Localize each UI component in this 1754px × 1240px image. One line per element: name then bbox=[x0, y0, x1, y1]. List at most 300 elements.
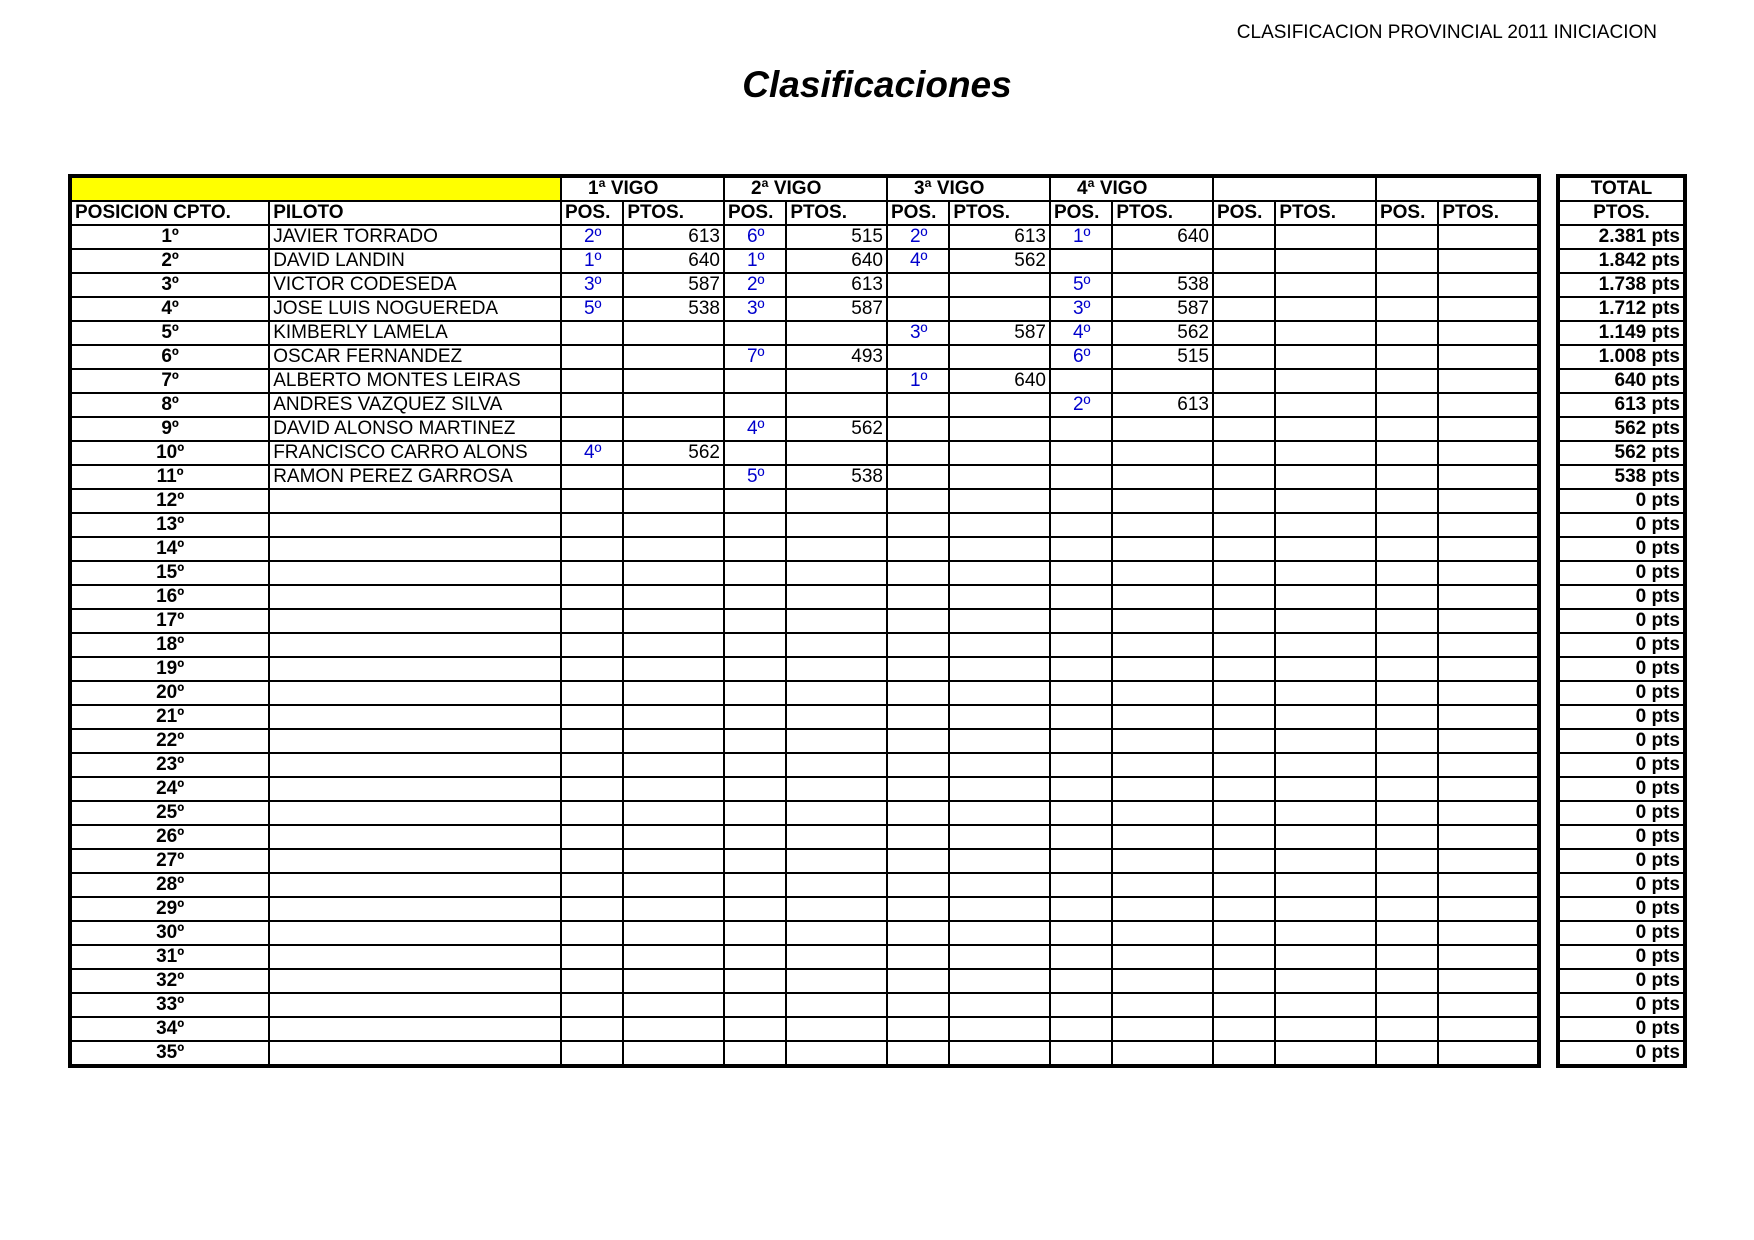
race-position-cell bbox=[561, 921, 623, 945]
race-position-cell bbox=[1376, 465, 1438, 489]
total-points-cell: 0 pts bbox=[1558, 585, 1685, 609]
rank-cell: 16º bbox=[70, 585, 269, 609]
race-header-row bbox=[70, 176, 1539, 201]
total-points-cell: 0 pts bbox=[1558, 969, 1685, 993]
race-position-cell bbox=[1213, 417, 1275, 441]
race-position-cell bbox=[1050, 825, 1112, 849]
race-points-cell bbox=[949, 993, 1050, 1017]
race-points-cell bbox=[949, 801, 1050, 825]
total-row bbox=[1558, 609, 1685, 633]
race-points-cell bbox=[1275, 273, 1376, 297]
race-position-cell: 1º bbox=[887, 369, 949, 393]
race-position-cell bbox=[1213, 561, 1275, 585]
total-points-cell: 538 pts bbox=[1558, 465, 1685, 489]
race-points-cell bbox=[786, 369, 887, 393]
race-header-5 bbox=[1213, 176, 1376, 201]
race-points-cell bbox=[623, 585, 724, 609]
race-points-cell bbox=[786, 945, 887, 969]
race-points-cell bbox=[1275, 225, 1376, 249]
pilot-cell bbox=[269, 753, 561, 777]
race-position-cell bbox=[887, 1041, 949, 1066]
race-points-cell bbox=[949, 393, 1050, 417]
race-points-cell bbox=[1275, 297, 1376, 321]
total-points-cell: 0 pts bbox=[1558, 537, 1685, 561]
race-points-cell bbox=[623, 561, 724, 585]
race-position-cell bbox=[561, 897, 623, 921]
race-position-cell bbox=[724, 513, 786, 537]
total-points-cell: 1.008 pts bbox=[1558, 345, 1685, 369]
table-row bbox=[70, 969, 1539, 993]
race-position-cell bbox=[1376, 561, 1438, 585]
pilot-cell bbox=[269, 1041, 561, 1066]
race-points-cell bbox=[1275, 465, 1376, 489]
total-row bbox=[1558, 441, 1685, 465]
race-position-cell bbox=[887, 1017, 949, 1041]
rank-cell: 19º bbox=[70, 657, 269, 681]
total-points-cell: 0 pts bbox=[1558, 513, 1685, 537]
race-position-cell bbox=[1050, 537, 1112, 561]
race-points-cell bbox=[1438, 969, 1539, 993]
table-row bbox=[70, 369, 1539, 393]
race-points-cell bbox=[1275, 1017, 1376, 1041]
race-position-cell bbox=[887, 633, 949, 657]
race-points-cell bbox=[623, 657, 724, 681]
race-points-cell bbox=[1438, 705, 1539, 729]
total-points-cell: 0 pts bbox=[1558, 849, 1685, 873]
race-points-cell bbox=[1112, 873, 1213, 897]
race-position-cell bbox=[1376, 297, 1438, 321]
race-points-cell bbox=[623, 417, 724, 441]
race-points-cell bbox=[623, 705, 724, 729]
race-points-cell bbox=[1275, 897, 1376, 921]
race-points-cell bbox=[623, 1041, 724, 1066]
race-position-cell: 4º bbox=[724, 417, 786, 441]
race-points-cell bbox=[786, 777, 887, 801]
pilot-cell bbox=[269, 489, 561, 513]
total-row bbox=[1558, 633, 1685, 657]
race-points-cell bbox=[1438, 369, 1539, 393]
race-points-cell bbox=[623, 345, 724, 369]
race-points-cell bbox=[1275, 321, 1376, 345]
race-points-cell bbox=[623, 729, 724, 753]
race-points-cell bbox=[623, 777, 724, 801]
race-points-cell bbox=[1275, 777, 1376, 801]
race-points-cell: 562 bbox=[786, 417, 887, 441]
race-position-cell bbox=[724, 897, 786, 921]
race-position-cell bbox=[1050, 801, 1112, 825]
total-points-cell: 0 pts bbox=[1558, 681, 1685, 705]
race-position-cell bbox=[1213, 321, 1275, 345]
table-row bbox=[70, 465, 1539, 489]
race-points-cell bbox=[1438, 489, 1539, 513]
race-points-cell bbox=[1438, 633, 1539, 657]
race-points-cell bbox=[786, 441, 887, 465]
race-points-cell bbox=[1438, 921, 1539, 945]
ptos-header: PTOS. bbox=[1112, 201, 1213, 225]
race-points-cell bbox=[786, 609, 887, 633]
race-points-cell bbox=[1438, 801, 1539, 825]
race-points-cell bbox=[949, 489, 1050, 513]
race-position-cell bbox=[724, 849, 786, 873]
race-points-cell bbox=[623, 681, 724, 705]
total-row bbox=[1558, 897, 1685, 921]
race-position-cell bbox=[1050, 705, 1112, 729]
race-points-cell bbox=[1112, 801, 1213, 825]
race-points-cell bbox=[1112, 465, 1213, 489]
table-row bbox=[70, 897, 1539, 921]
rank-cell: 18º bbox=[70, 633, 269, 657]
race-points-cell bbox=[1275, 825, 1376, 849]
race-points-cell bbox=[1275, 249, 1376, 273]
race-position-cell bbox=[1376, 729, 1438, 753]
race-position-cell bbox=[1213, 393, 1275, 417]
race-position-cell bbox=[887, 705, 949, 729]
race-position-cell bbox=[1050, 465, 1112, 489]
race-position-cell bbox=[561, 993, 623, 1017]
race-points-cell bbox=[949, 345, 1050, 369]
race-position-cell bbox=[887, 897, 949, 921]
race-points-cell bbox=[1438, 537, 1539, 561]
total-row bbox=[1558, 945, 1685, 969]
race-position-cell bbox=[1376, 609, 1438, 633]
race-position-cell bbox=[1213, 969, 1275, 993]
race-position-cell bbox=[1213, 993, 1275, 1017]
race-points-cell bbox=[1438, 561, 1539, 585]
race-points-cell bbox=[786, 321, 887, 345]
total-points-cell: 640 pts bbox=[1558, 369, 1685, 393]
total-points-cell: 1.712 pts bbox=[1558, 297, 1685, 321]
race-position-cell bbox=[887, 417, 949, 441]
race-points-cell: 613 bbox=[1112, 393, 1213, 417]
table-row bbox=[70, 753, 1539, 777]
race-points-cell bbox=[786, 585, 887, 609]
race-points-cell bbox=[1112, 897, 1213, 921]
position-header: POSICION CPTO. bbox=[70, 201, 269, 225]
table-row bbox=[70, 1041, 1539, 1066]
race-position-cell bbox=[1213, 1017, 1275, 1041]
race-points-cell bbox=[1275, 369, 1376, 393]
race-position-cell bbox=[561, 705, 623, 729]
race-position-cell bbox=[724, 945, 786, 969]
race-position-cell bbox=[1050, 873, 1112, 897]
race-position-cell bbox=[1376, 249, 1438, 273]
race-position-cell bbox=[1213, 489, 1275, 513]
race-points-cell bbox=[1438, 609, 1539, 633]
race-points-cell bbox=[1275, 441, 1376, 465]
pilot-cell: JAVIER TORRADO bbox=[269, 225, 561, 249]
total-points-cell: 0 pts bbox=[1558, 753, 1685, 777]
race-position-cell: 4º bbox=[887, 249, 949, 273]
total-points-cell: 0 pts bbox=[1558, 993, 1685, 1017]
race-position-cell bbox=[887, 873, 949, 897]
race-position-cell bbox=[724, 537, 786, 561]
race-points-cell bbox=[949, 1017, 1050, 1041]
race-points-cell: 515 bbox=[786, 225, 887, 249]
pilot-cell: RAMON PEREZ GARROSA bbox=[269, 465, 561, 489]
race-points-cell: 538 bbox=[623, 297, 724, 321]
total-row bbox=[1558, 777, 1685, 801]
race-position-cell bbox=[1213, 897, 1275, 921]
total-points-cell: 0 pts bbox=[1558, 657, 1685, 681]
race-points-cell bbox=[1275, 537, 1376, 561]
race-points-cell bbox=[623, 849, 724, 873]
race-position-cell bbox=[1050, 945, 1112, 969]
race-position-cell bbox=[561, 345, 623, 369]
race-points-cell bbox=[623, 393, 724, 417]
total-points-cell: 0 pts bbox=[1558, 825, 1685, 849]
race-position-cell bbox=[1050, 993, 1112, 1017]
race-position-cell bbox=[724, 777, 786, 801]
total-row bbox=[1558, 345, 1685, 369]
race-points-cell bbox=[786, 825, 887, 849]
pilot-cell: JOSE LUIS NOGUEREDA bbox=[269, 297, 561, 321]
race-points-cell bbox=[1438, 585, 1539, 609]
total-row bbox=[1558, 801, 1685, 825]
race-points-cell bbox=[949, 849, 1050, 873]
ptos-header: PTOS. bbox=[949, 201, 1050, 225]
race-position-cell bbox=[561, 849, 623, 873]
race-points-cell bbox=[1275, 393, 1376, 417]
race-points-cell: 587 bbox=[1112, 297, 1213, 321]
race-position-cell bbox=[561, 657, 623, 681]
race-position-cell bbox=[1213, 225, 1275, 249]
pilot-cell: DAVID ALONSO MARTINEZ bbox=[269, 417, 561, 441]
rank-cell: 20º bbox=[70, 681, 269, 705]
race-position-cell bbox=[1050, 729, 1112, 753]
race-position-cell bbox=[887, 849, 949, 873]
total-row bbox=[1558, 825, 1685, 849]
race-points-cell bbox=[786, 537, 887, 561]
table-row bbox=[70, 489, 1539, 513]
race-position-cell bbox=[1376, 753, 1438, 777]
total-row bbox=[1558, 465, 1685, 489]
race-position-cell bbox=[724, 561, 786, 585]
pilot-cell bbox=[269, 561, 561, 585]
race-position-cell bbox=[724, 801, 786, 825]
table-row bbox=[70, 705, 1539, 729]
table-row bbox=[70, 1017, 1539, 1041]
race-points-cell bbox=[786, 1041, 887, 1066]
race-points-cell: 493 bbox=[786, 345, 887, 369]
race-points-cell bbox=[1275, 993, 1376, 1017]
race-position-cell bbox=[561, 801, 623, 825]
pilot-cell bbox=[269, 921, 561, 945]
table-row bbox=[70, 441, 1539, 465]
race-position-cell: 1º bbox=[561, 249, 623, 273]
rank-cell: 10º bbox=[70, 441, 269, 465]
race-points-cell bbox=[1112, 825, 1213, 849]
rank-cell: 29º bbox=[70, 897, 269, 921]
total-row bbox=[1558, 489, 1685, 513]
race-position-cell: 5º bbox=[1050, 273, 1112, 297]
race-position-cell bbox=[887, 681, 949, 705]
rank-cell: 31º bbox=[70, 945, 269, 969]
race-points-cell bbox=[786, 561, 887, 585]
race-points-cell bbox=[786, 753, 887, 777]
race-points-cell bbox=[1438, 297, 1539, 321]
pilot-cell bbox=[269, 585, 561, 609]
total-points-cell: 2.381 pts bbox=[1558, 225, 1685, 249]
race-position-cell bbox=[1376, 825, 1438, 849]
race-points-cell: 613 bbox=[786, 273, 887, 297]
race-position-cell bbox=[887, 801, 949, 825]
race-position-cell bbox=[1213, 825, 1275, 849]
race-position-cell bbox=[1213, 657, 1275, 681]
pilot-cell: ALBERTO MONTES LEIRAS bbox=[269, 369, 561, 393]
pilot-cell bbox=[269, 537, 561, 561]
race-position-cell bbox=[1376, 273, 1438, 297]
race-points-cell bbox=[623, 513, 724, 537]
race-points-cell bbox=[623, 945, 724, 969]
race-points-cell bbox=[786, 873, 887, 897]
table-row bbox=[70, 657, 1539, 681]
race-points-cell bbox=[1438, 1041, 1539, 1066]
race-points-cell bbox=[623, 897, 724, 921]
race-position-cell bbox=[1050, 897, 1112, 921]
race-points-cell bbox=[623, 993, 724, 1017]
pos-header: POS. bbox=[1050, 201, 1112, 225]
race-points-cell bbox=[623, 369, 724, 393]
rank-cell: 15º bbox=[70, 561, 269, 585]
rank-cell: 1º bbox=[70, 225, 269, 249]
column-header-row bbox=[70, 201, 1539, 225]
total-points-cell: 0 pts bbox=[1558, 609, 1685, 633]
race-points-cell bbox=[1275, 801, 1376, 825]
race-position-cell bbox=[1213, 249, 1275, 273]
race-points-cell bbox=[1438, 993, 1539, 1017]
race-position-cell bbox=[1050, 681, 1112, 705]
table-row bbox=[70, 681, 1539, 705]
pilot-cell bbox=[269, 777, 561, 801]
race-points-cell bbox=[1112, 729, 1213, 753]
race-points-cell bbox=[949, 945, 1050, 969]
total-row bbox=[1558, 969, 1685, 993]
table-row bbox=[70, 537, 1539, 561]
race-points-cell bbox=[949, 465, 1050, 489]
race-points-cell bbox=[1438, 945, 1539, 969]
race-position-cell bbox=[1050, 849, 1112, 873]
rank-cell: 12º bbox=[70, 489, 269, 513]
rank-cell: 3º bbox=[70, 273, 269, 297]
race-position-cell bbox=[1376, 657, 1438, 681]
race-points-cell bbox=[1438, 729, 1539, 753]
rank-cell: 13º bbox=[70, 513, 269, 537]
race-position-cell bbox=[1050, 1041, 1112, 1066]
race-points-cell bbox=[1112, 249, 1213, 273]
race-position-cell bbox=[1376, 417, 1438, 441]
rank-cell: 24º bbox=[70, 777, 269, 801]
race-points-cell bbox=[623, 969, 724, 993]
race-position-cell bbox=[1213, 801, 1275, 825]
race-position-cell bbox=[1213, 777, 1275, 801]
race-position-cell: 2º bbox=[724, 273, 786, 297]
pos-header: POS. bbox=[887, 201, 949, 225]
race-points-cell bbox=[1275, 681, 1376, 705]
race-position-cell bbox=[561, 873, 623, 897]
race-position-cell: 3º bbox=[724, 297, 786, 321]
race-position-cell bbox=[1050, 369, 1112, 393]
race-position-cell: 5º bbox=[724, 465, 786, 489]
race-position-cell bbox=[1376, 225, 1438, 249]
race-points-cell bbox=[1438, 849, 1539, 873]
total-row bbox=[1558, 297, 1685, 321]
pos-header: POS. bbox=[1213, 201, 1275, 225]
race-position-cell bbox=[724, 633, 786, 657]
race-points-cell bbox=[1112, 537, 1213, 561]
table-row bbox=[70, 801, 1539, 825]
table-row bbox=[70, 321, 1539, 345]
race-points-cell bbox=[1275, 945, 1376, 969]
total-row bbox=[1558, 681, 1685, 705]
race-points-cell: 587 bbox=[949, 321, 1050, 345]
table-row bbox=[70, 561, 1539, 585]
race-points-cell bbox=[1112, 561, 1213, 585]
total-row bbox=[1558, 273, 1685, 297]
table-row bbox=[70, 993, 1539, 1017]
race-points-cell bbox=[623, 465, 724, 489]
race-position-cell bbox=[1213, 849, 1275, 873]
race-position-cell bbox=[1213, 609, 1275, 633]
race-points-cell: 640 bbox=[623, 249, 724, 273]
race-points-cell: 613 bbox=[623, 225, 724, 249]
total-points-cell: 0 pts bbox=[1558, 705, 1685, 729]
race-position-cell bbox=[887, 969, 949, 993]
race-points-cell bbox=[1112, 969, 1213, 993]
total-header: TOTAL bbox=[1558, 176, 1685, 201]
race-position-cell bbox=[561, 609, 623, 633]
race-header-1: 1ª VIGO bbox=[561, 176, 724, 201]
race-position-cell bbox=[1213, 465, 1275, 489]
race-points-cell bbox=[1275, 849, 1376, 873]
table-row bbox=[70, 393, 1539, 417]
race-points-cell: 538 bbox=[786, 465, 887, 489]
rank-cell: 23º bbox=[70, 753, 269, 777]
race-points-cell bbox=[1438, 777, 1539, 801]
race-position-cell: 3º bbox=[1050, 297, 1112, 321]
rank-cell: 33º bbox=[70, 993, 269, 1017]
race-position-cell bbox=[561, 945, 623, 969]
pilot-header: PILOTO bbox=[269, 201, 561, 225]
race-points-cell bbox=[786, 801, 887, 825]
table-row bbox=[70, 225, 1539, 249]
race-position-cell bbox=[1050, 633, 1112, 657]
race-position-cell bbox=[1213, 945, 1275, 969]
race-position-cell bbox=[1376, 585, 1438, 609]
race-position-cell bbox=[1213, 273, 1275, 297]
race-position-cell bbox=[561, 1017, 623, 1041]
classification-table bbox=[68, 174, 1541, 1068]
race-points-cell bbox=[1438, 513, 1539, 537]
total-row bbox=[1558, 561, 1685, 585]
race-points-cell bbox=[786, 705, 887, 729]
rank-cell: 6º bbox=[70, 345, 269, 369]
race-position-cell: 4º bbox=[561, 441, 623, 465]
race-position-cell bbox=[1376, 945, 1438, 969]
race-position-cell bbox=[887, 945, 949, 969]
pilot-cell bbox=[269, 801, 561, 825]
race-points-cell bbox=[786, 489, 887, 513]
race-position-cell bbox=[561, 825, 623, 849]
race-position-cell bbox=[1213, 369, 1275, 393]
table-row bbox=[70, 297, 1539, 321]
race-position-cell bbox=[724, 825, 786, 849]
race-points-cell bbox=[623, 921, 724, 945]
race-position-cell bbox=[561, 417, 623, 441]
total-subheader-row bbox=[1558, 201, 1685, 225]
total-row bbox=[1558, 225, 1685, 249]
pilot-cell bbox=[269, 1017, 561, 1041]
total-points-cell: 0 pts bbox=[1558, 945, 1685, 969]
